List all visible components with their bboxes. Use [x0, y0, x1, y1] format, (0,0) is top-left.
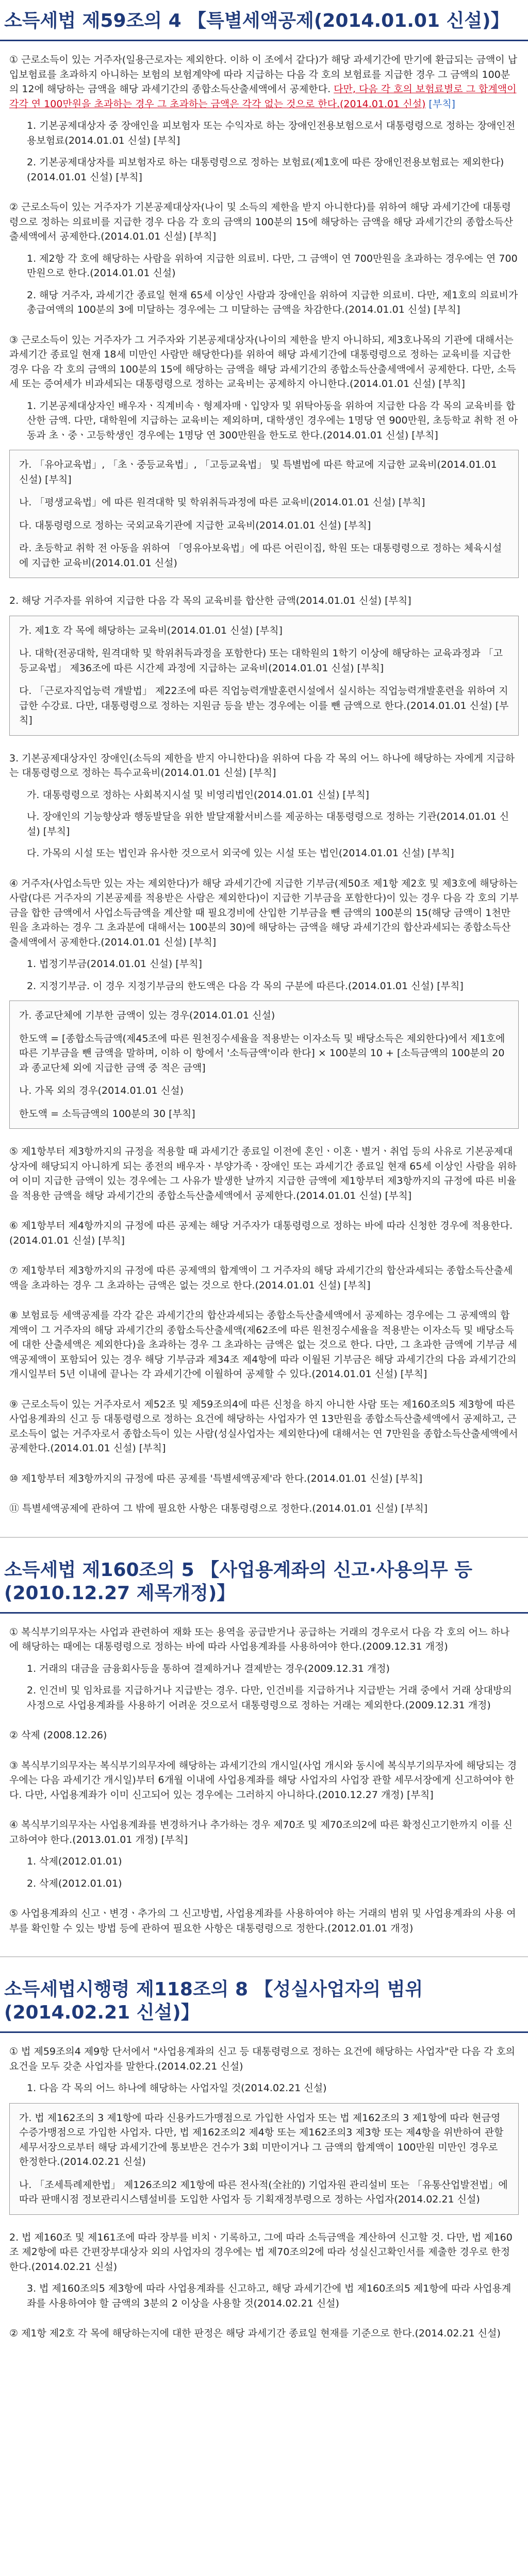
clause-body: ④ 거주자(사업소득만 있는 자는 제외한다)가 해당 과세기간에 지급한 기부금(제50조 제1항 제2호 및 제3호에 해당하는 사람(다른 거주자의 기본공제를 적용받은 사람은 제외한다)이 지급한 기부금을 포함한다)이 있는 경우 다음 각 호의 기부금을 합한 금액에서 사업소득금액을 계산할 때 필요경비에 산입한 기부금을 뺀 금액의 100분의 15(해당 금액이 1천만원을 초과하는 경우 그 초과분에 대해서는 100분의 30)에 해당하는 금액을 해당 과세기간의 합산과세되는 종합소득산출세액에서 공제한다.(2014.01.01 신설) [부칙] [9, 877, 519, 948]
clause-body: ③ 근로소득이 있는 거주자가 그 거주자와 기본공제대상자(나이의 제한을 받지 아니하되, 제3호나목의 기관에 대해서는 과세기간 종료일 현재 18세 미만인 사람만 해당한다)를 위하여 해당 과세기간에 대통령령으로 정하는 교육비를 지급한 경우 다음 각 호의 금액의 100분의 15에 해당하는 금액을 해당 과세기간의 종합소득산출세액에서 공제한다. 다만, 소득세 또는 증여세가 비과세되는 대통령령으로 정하는 교육비는 공제하지 아니한다.(2014.01.01 신설) [부칙] [9, 334, 517, 389]
quoted-provision-row: 한도액 = [종합소득금액(제45조에 따른 원천징수세율을 적용받는 이자소득 및 배당소득은 제외한다)에서 제1호에 따른 기부금을 뺀 금액을 말하며, 이하 이 항에서 '소득금액'이라 한다] × 100분의 10 + [소득금액의 100분의 20과 종교단체 외에 지급한 금액 중 적은 금액] [19, 1032, 505, 1074]
clause-item [9, 1308, 519, 1382]
clause-item [9, 1625, 519, 1713]
clause-body: ② 제1항 제2호 각 목에 해당하는지에 대한 판정은 해당 과세기간 종료일 현재를 기준으로 한다.(2014.02.21 신설) [9, 2328, 501, 2339]
sub-clause: 1. 기본공제대상자 중 장애인을 피보험자 또는 수익자로 하는 장애인전용보험으로서 대통령령으로 정하는 장애인전용보험료(2014.01.01 신설) [부칙] [27, 120, 516, 146]
clause-text [9, 1144, 519, 1203]
clause-text [9, 1818, 519, 1847]
clause-item [9, 333, 519, 579]
quoted-provision-row: 다. 대통령령으로 정하는 국외교육기관에 지급한 교육비(2014.01.01 신설) [부칙] [19, 519, 371, 531]
clause-body: ② 삭제 (2008.12.26) [9, 1730, 107, 1741]
clause-item [9, 1218, 519, 1248]
quoted-provision-box [9, 2103, 519, 2215]
quoted-provision-box [9, 1001, 519, 1129]
quoted-provision-box [9, 616, 519, 736]
sub-clause: 2. 기본공제대상자를 피보험자로 하는 대통령령으로 정하는 보험료(제1호에 따른 장애인전용보험료는 제외한다)(2014.01.01 신설) [부칙] [27, 157, 504, 183]
law-section [0, 4, 528, 1516]
section-title: 소득세법 제59조의 4 【특별세액공제(2014.01.01 신설)】 [0, 4, 528, 41]
clause-body: ② 근로소득이 있는 거주자가 기본공제대상자(나이 및 소득의 제한을 받지 아니한다)를 위하여 해당 과세기간에 대통령령으로 정하는 의료비를 지급한 경우 다음 각 호의 금액의 100분의 15에 해당하는 금액을 해당 과세기간의 종합소득산출세액에서 공제한다.(2014.01.01 신설) [부칙] [9, 201, 513, 242]
clause-body: ⑤ 제1항부터 제3항까지의 규정을 적용할 때 과세기간 종료일 이전에 혼인ㆍ이혼ㆍ별거ㆍ취업 등의 사유로 기본공제대상자에 해당되지 아니하게 되는 종전의 배우자ㆍ부양가족ㆍ장애인 또는 과세기간 종료일 현재 65세 이상인 사람을 위하여 이미 지급한 금액이 있는 경우에는 그 사유가 발생한 날까지 지급한 금액에 제1항부터 제3항까지의 규정에 따른 비율을 적용한 금액을 해당 과세기간의 종합소득산출세액에서 공제한다.(2014.01.01 신설) [부칙] [9, 1146, 517, 1201]
clause-text [9, 2044, 519, 2074]
clause-text [9, 1308, 519, 1382]
clause-item [9, 876, 519, 1129]
clause-text [9, 1218, 519, 1248]
quoted-provision-row: 다. 「근로자직업능력 개발법」 제22조에 따른 직업능력개발훈련시설에서 실시하는 직업능력개발훈련을 위하여 지급한 수강료. 다만, 대통령령으로 정하는 지원금 등을 받는 경우에는 이를 뺀 금액으로 한다.(2014.01.01 신설) [부칙] [19, 685, 509, 726]
clause-text [9, 1758, 519, 1803]
clause-text [9, 751, 519, 781]
clause-text [9, 333, 519, 392]
clause-body: ⑨ 근로소득이 있는 거주자로서 제52조 및 제59조의4에 따른 신청을 하지 아니한 사람 또는 제160조의5 제3항에 따른 사업용계좌의 신고 등 대통령령으로 정하는 요건에 해당하는 사업자가 연 13만원을 종합소득산출세액에서 공제하고, 근로소득이 없는 거주자로서 종합소득이 있는 사람(성실사업자는 제외한다)에 대해서는 연 7만원을 종합소득산출세액에서 공제한다.(2014.01.01 신설) [부칙] [9, 1398, 518, 1454]
clause-highlight: 다만, 다음 각 호의 보험료별로 그 합계액이 각각 연 100만원을 초과하는 경우 그 초과하는 금액은 각각 없는 것으로 한다.(2014.01.01 신설) [9, 83, 517, 110]
section-body [0, 1625, 528, 1936]
quoted-provision-row: 가. 종교단체에 기부한 금액이 있는 경우(2014.01.01 신설) [19, 1010, 275, 1021]
clause-item [9, 2230, 519, 2311]
clause-text [9, 594, 519, 608]
clause-body: ⑤ 사업용계좌의 신고ㆍ변경ㆍ추가의 그 신고방법, 사업용계좌를 사용하여야 하는 거래의 범위 및 사업용계좌의 사용 여부를 확인할 수 있는 방법 등에 관하여 필요한 사항은 대통령령으로 정한다.(2012.01.01 개정) [9, 1908, 516, 1934]
sub-clause: 1. 거래의 대금을 금융회사등을 통하여 결제하거나 결제받는 경우(2009.12.31 개정) [27, 1663, 390, 1674]
clause-text [9, 876, 519, 950]
clause-item [9, 1728, 519, 1743]
clause-body: ⑧ 보험료등 세액공제를 각각 같은 과세기간의 합산과세되는 종합소득산출세액에서 공제하는 경우에는 그 공제액의 합계액이 그 거주자의 해당 과세기간의 종합소득산출세액(제62조에 따른 원천징수세율을 적용받는 이자소득 및 배당소득에 대한 산출세액은 제외한다)을 초과하는 경우 그 초과하는 금액은 없는 것으로 한다. 다만, 그 초과한 금액에 기부금 세액공제액이 포함되어 있는 경우 해당 기부금과 제34조 제4항에 따라 이월된 기부금은 해당 과세기간의 다음 과세기간의 개시일부터 5년 이내에 끝나는 각 과세기간에 이월하여 공제할 수 있다.(2014.01.01 신설) [부칙] [9, 1310, 517, 1380]
clause-item [9, 751, 519, 861]
clause-item [9, 1906, 519, 1936]
clause-item [9, 2044, 519, 2215]
clause-text [9, 1625, 519, 1654]
clause-text [9, 53, 519, 111]
clause-item [9, 594, 519, 736]
sub-clause: 2. 지정기부금. 이 경우 지정기부금의 한도액은 다음 각 목의 구분에 따른다.(2014.01.01 신설) [부칙] [27, 980, 464, 992]
sub-clause: 1. 기본공제대상자인 배우자ㆍ직계비속ㆍ형제자매ㆍ입양자 및 위탁아동을 위하여 지급한 다음 각 목의 교육비를 합산한 금액. 다만, 대학원에 지급하는 교육비는 제외하며, 대학생인 경우에는 1명당 연 900만원, 초등학교 취학 전 아동과 초ㆍ중ㆍ고등학생인 경우에는 1명당 연 300만원을 한도로 한다.(2014.01.01 신설) [부칙] [27, 400, 518, 441]
sub-clause: 2. 해당 거주자, 과세기간 종료일 현재 65세 이상인 사람과 장애인을 위하여 지급한 의료비. 다만, 제1호의 의료비가 총급여액의 100분의 3에 미달하는 경우에는 그 미달하는 금액을 차감한다.(2014.01.01 신설) [부칙] [27, 289, 518, 315]
clause-body: ① 복식부기의무자는 사업과 관련하여 재화 또는 용역을 공급받거나 공급하는 거래의 경우로서 다음 각 호의 어느 하나에 해당하는 때에는 대통령령으로 정하는 바에 따라 사업용계좌를 사용하여야 한다.(2009.12.31 개정) [9, 1626, 510, 1652]
clause-body: ① 근로소득이 있는 거주자(일용근로자는 제외한다. 이하 이 조에서 같다)가 해당 과세기간에 만기에 환급되는 금액이 납입보험료를 초과하지 아니하는 보험의 보험계약에 따라 지급하는 다음 각 호의 보험료를 지급한 경우 그 금액의 100분의 12에 해당하는 금액을 해당 과세기간의 종합소득산출세액에서 공제한다. [9, 54, 518, 95]
clause-item [9, 200, 519, 317]
quoted-provision-row: 가. 법 제162조의 3 제1항에 따라 신용카드가맹점으로 가입한 사업자 또는 법 제162조의 3 제1항에 따라 현금영수증가맹점으로 가입한 사업자. 다만, 법 제162조의2 제4항 또는 제162조의3 제3항 또는 제4항을 위반하여 관할 세무서장으로부터 해당 과세기간에 통보받은 건수가 3회 미만이거나 그 금액의 합계액이 100만원 미만인 경우로 한정한다.(2014.02.21 신설) [19, 2112, 504, 2167]
quoted-provision-row: 나. 「평생교육법」에 따른 원격대학 및 학위취득과정에 따른 교육비(2014.01.01 신설) [부칙] [19, 497, 425, 508]
quoted-provision-row: 한도액 = 소득금액의 100분의 30 [부칙] [19, 1108, 195, 1120]
clause-item [9, 1818, 519, 1891]
clause-text [9, 1397, 519, 1456]
quoted-provision-row: 가. 제1호 각 목에 해당하는 교육비(2014.01.01 신설) [부칙] [19, 624, 283, 636]
clause-text [9, 1501, 519, 1516]
revision-link: [부칙] [428, 98, 455, 110]
clause-item [9, 1397, 519, 1456]
clause-text [9, 2326, 519, 2341]
clause-body: ⑥ 제1항부터 제4항까지의 규정에 따른 공제는 해당 거주자가 대통령령으로 정하는 바에 따라 신청한 경우에 적용한다.(2014.01.01 신설) [부칙] [9, 1220, 513, 1246]
sub-clause: 1. 제2항 각 호에 해당하는 사람을 위하여 지급한 의료비. 다만, 그 금액이 연 700만원을 초과하는 경우에는 연 700만원으로 한다.(2014.01.01 신설) [27, 252, 518, 279]
quoted-provision-row: 나. 「조세특례제한법」 제126조의2 제1항에 따른 전사적(全社的) 기업자원 관리설비 또는 「유통산업발전법」에 따라 판매시점 정보관리시스템설비를 도입한 사업자 등 기획재정부령으로 정하는 사업자(2014.02.21 신설) [19, 2179, 508, 2205]
sub-clause: 가. 대통령령으로 정하는 사회복지시설 및 비영리법인(2014.01.01 신설) [부칙] [27, 789, 369, 801]
quoted-provision-box [9, 450, 519, 578]
clause-body: 2. 법 제160조 및 제161조에 따라 장부를 비치ㆍ기록하고, 그에 따라 소득금액을 계산하여 신고할 것. 다만, 법 제160조 제2항에 따른 간편장부대상자 외의 사업자의 경우에는 법 제70조의2에 따라 성실신고확인서를 제출한 경우로 한정한다.(2014.02.21 신설) [9, 2231, 513, 2273]
section-body [0, 2044, 528, 2341]
clause-body: ⑦ 제1항부터 제3항까지의 규정에 따른 공제액의 합계액이 그 거주자의 해당 과세기간의 합산과세되는 종합소득산출세액을 초과하는 경우 그 초과하는 금액은 없는 것으로 한다.(2014.01.01 신설) [부칙] [9, 1265, 513, 1291]
quoted-provision-row: 라. 초등학교 취학 전 아동을 위하여 「영유아보육법」에 따른 어린이집, 학원 또는 대통령령으로 정하는 체육시설에 지급한 교육비(2014.01.01 신설) [19, 543, 502, 569]
section-title: 소득세법시행령 제118조의 8 【성실사업자의 범위(2014.02.21 신설)】 [0, 1973, 528, 2033]
quoted-provision-row: 나. 가목 외의 경우(2014.01.01 신설) [19, 1085, 184, 1096]
clause-text [9, 1471, 519, 1486]
section-divider [0, 1956, 528, 1957]
clause-body: ⑪ 특별세액공제에 관하여 그 밖에 필요한 사항은 대통령령으로 정한다.(2014.01.01 신설) [부칙] [9, 1503, 428, 1514]
sub-clause: 2. 삭제(2012.01.01) [27, 1877, 122, 1889]
clause-item [9, 1263, 519, 1293]
law-section [0, 1973, 528, 2341]
clause-item [9, 1501, 519, 1516]
clause-text [9, 2230, 519, 2275]
clause-item [9, 53, 519, 184]
law-section [0, 1553, 528, 1936]
section-divider [0, 1537, 528, 1538]
clause-item [9, 1144, 519, 1203]
clause-text [9, 1728, 519, 1743]
clause-body: ④ 복식부기의무자는 사업용계좌를 변경하거나 추가하는 경우 제70조 및 제70조의2에 따른 확정신고기한까지 이를 신고하여야 한다.(2013.01.01 개정) [부칙] [9, 1819, 513, 1845]
clause-text [9, 200, 519, 244]
sub-clause: 1. 다음 각 목의 어느 하나에 해당하는 사업자일 것(2014.02.21 신설) [27, 2082, 327, 2094]
clause-item [9, 1471, 519, 1486]
quoted-provision-row: 가. 「유아교육법」, 「초ㆍ중등교육법」, 「고등교육법」 및 특별법에 따른 학교에 지급한 교육비(2014.01.01 신설) [부칙] [19, 459, 497, 485]
clause-body: ③ 복식부기의무자는 복식부기의무자에 해당하는 과세기간의 개시일(사업 개시와 동시에 복식부기의무자에 해당되는 경우에는 다음 과세기간 개시일)부터 6개월 이내에 사업용계좌를 해당 사업자의 사업장 관할 세무서장에게 신고하여야 한다. 다만, 사업용계좌가 이미 신고되어 있는 경우에는 그러하지 아니하다.(2010.12.27 개정) [부칙] [9, 1759, 517, 1801]
clause-body: ⑩ 제1항부터 제3항까지의 규정에 따른 공제를 '특별세액공제'라 한다.(2014.01.01 신설) [부칙] [9, 1472, 423, 1484]
sub-clause: 2. 인건비 및 임차료를 지급하거나 지급받는 경우. 다만, 인건비를 지급하거나 지급받는 거래 중에서 거래 상대방의 사정으로 사업용계좌를 사용하기 어려운 것으로서 대통령령으로 정하는 거래는 제외한다.(2009.12.31 개정) [27, 1685, 512, 1711]
sub-clause: 1. 법정기부금(2014.01.01 신설) [부칙] [27, 958, 202, 970]
clause-item [9, 2326, 519, 2341]
section-title: 소득세법 제160조의 5 【사업용계좌의 신고·사용의무 등(2010.12.27 제목개정)】 [0, 1553, 528, 1614]
sub-clause: 나. 장애인의 기능향상과 행동발달을 위한 발달재활서비스를 제공하는 대통령령으로 정하는 기관(2014.01.01 신설) [부칙] [27, 811, 509, 837]
sub-clause: 3. 법 제160조의5 제3항에 따라 사업용계좌를 신고하고, 해당 과세기간에 법 제160조의5 제1항에 따라 사업용계좌를 사용하여야 할 금액의 3분의 2 이상을 사용할 것(2014.02.21 신설) [27, 2283, 512, 2309]
clause-text [9, 1263, 519, 1293]
clause-body: ① 법 제59조의4 제9항 단서에서 "사업용계좌의 신고 등 대통령령으로 정하는 요건에 해당하는 사업자"란 다음 각 호의 요건을 모두 갖춘 사업자를 말한다.(2014.02.21 신설) [9, 2046, 516, 2072]
clause-item [9, 1758, 519, 1803]
clause-body: 3. 기본공제대상자인 장애인(소득의 제한을 받지 아니한다)을 위하여 다음 각 목의 어느 하나에 해당하는 자에게 지급하는 대통령령으로 정하는 특수교육비(2014.01.01 신설) [부칙] [9, 752, 515, 778]
clause-body: 2. 해당 거주자를 위하여 지급한 다음 각 목의 교육비를 합산한 금액(2014.01.01 신설) [부칙] [9, 595, 411, 606]
sub-clause: 다. 가목의 시설 또는 법인과 유사한 것으로서 외국에 있는 시설 또는 법인(2014.01.01 신설) [부칙] [27, 848, 454, 859]
section-body [0, 53, 528, 1516]
quoted-provision-row: 나. 대학(전공대학, 원격대학 및 학위취득과정을 포함한다) 또는 대학원의 1학기 이상에 해당하는 교육과정과 「고등교육법」 제36조에 따른 시간제 과정에 지급하는 교육비(2014.01.01 신설) [부칙] [19, 648, 503, 674]
sub-clause: 1. 삭제(2012.01.01) [27, 1856, 122, 1867]
clause-text [9, 1906, 519, 1936]
